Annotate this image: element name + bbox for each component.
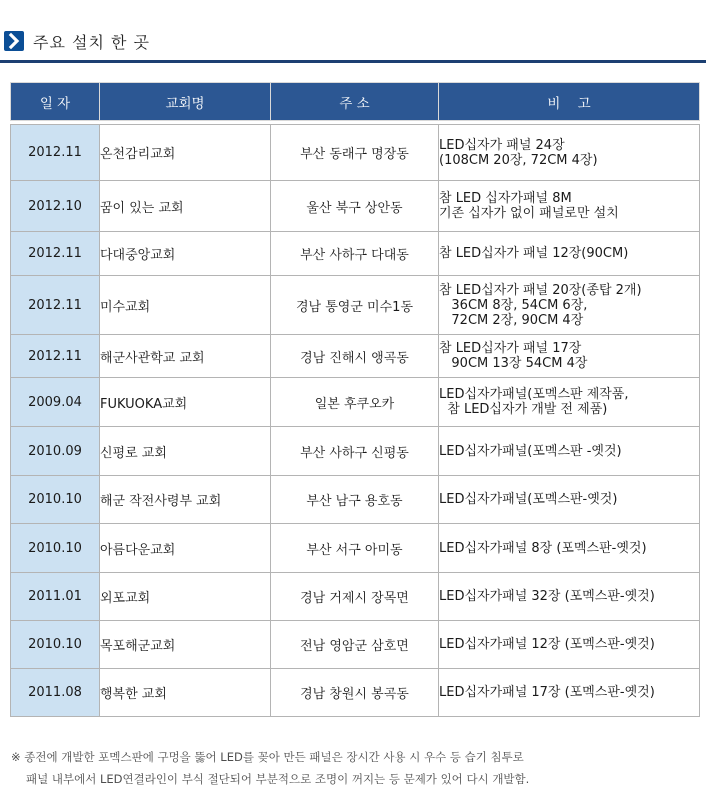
- cell-note: [439, 524, 700, 573]
- footnote-line: 패널 내부에서 LED연결라인이 부식 절단되어 부분적으로 조명이 꺼지는 등 문제가 있어 다시 개발함.: [26, 772, 530, 786]
- footnote-line: ※ 종전에 개발한 포멕스판에 구멍을 뚫어 LED를 꽂아 만든 패널은 장시간 사용 시 우수 등 습기 침투로: [11, 750, 524, 764]
- cell-note: [439, 669, 700, 717]
- cell-address: 전남 영암군 삼호면: [271, 621, 439, 669]
- note-line: LED십자가패널 17장 (포멕스판-옛것): [439, 685, 655, 700]
- cell-address: 부산 사하구 신평동: [271, 427, 439, 476]
- cell-church-name: 꿈이 있는 교회: [100, 181, 271, 232]
- note-line: 36CM 8장, 54CM 6장,: [439, 297, 588, 313]
- note-line: 참 LED십자가 패널 17장: [439, 341, 582, 356]
- table-row: [11, 524, 700, 573]
- column-header-date: 일 자: [11, 83, 100, 121]
- cell-note: [439, 181, 700, 232]
- cell-church-name: 행복한 교회: [100, 669, 271, 717]
- note-line: LED십자가패널 8장 (포멕스판-옛것): [439, 540, 647, 556]
- note-line: 참 LED십자가 패널 20장(종탑 2개): [439, 282, 642, 298]
- header-rule: [0, 60, 706, 63]
- section-title: 주요 설치 한 곳: [33, 33, 150, 52]
- table-row: [11, 181, 700, 232]
- note-line: 72CM 2장, 90CM 4장: [439, 312, 584, 328]
- cell-date: 2012.11: [11, 125, 100, 181]
- cell-church-name: 온천감리교회: [100, 125, 271, 181]
- column-header-note: 비 고: [439, 83, 700, 121]
- table-row: [11, 573, 700, 621]
- cell-address: 부산 남구 용호동: [271, 476, 439, 524]
- cell-church-name: 목포해군교회: [100, 621, 271, 669]
- note-line: 기존 십자가 없이 패널로만 설치: [439, 206, 619, 221]
- note-line: 참 LED십자가 패널 12장(90CM): [439, 246, 629, 261]
- cell-address: 경남 창원시 봉곡동: [271, 669, 439, 717]
- chevron-right-icon: [4, 31, 24, 51]
- note-line: LED십자가패널(포멕스판-옛것): [439, 492, 618, 507]
- table-row: [11, 669, 700, 717]
- cell-date: 2012.11: [11, 335, 100, 378]
- note-line: LED십자가패널 12장 (포멕스판-옛것): [439, 637, 655, 652]
- cell-date: 2010.10: [11, 476, 100, 524]
- cell-date: 2010.09: [11, 427, 100, 476]
- cell-address: 경남 거제시 장목면: [271, 573, 439, 621]
- cell-date: 2011.08: [11, 669, 100, 717]
- table-row: [11, 476, 700, 524]
- note-line: 90CM 13장 54CM 4장: [439, 356, 588, 371]
- table-row: [11, 621, 700, 669]
- cell-date: 2009.04: [11, 378, 100, 427]
- cell-church-name: 미수교회: [100, 276, 271, 335]
- cell-date: 2012.10: [11, 181, 100, 232]
- table-header-row: [11, 83, 700, 121]
- note-line: LED십자가패널(포멕스판 제작품,: [439, 387, 629, 402]
- cell-church-name: 해군사관학교 교회: [100, 335, 271, 378]
- table-row: [11, 276, 700, 335]
- table-row: [11, 378, 700, 427]
- cell-church-name: 신평로 교회: [100, 427, 271, 476]
- note-line: LED십자가패널(포멕스판 -옛것): [439, 443, 622, 459]
- cell-note: [439, 427, 700, 476]
- cell-address: 경남 진해시 앵곡동: [271, 335, 439, 378]
- footnote: [11, 746, 701, 790]
- table-row: [11, 125, 700, 181]
- cell-note: [439, 573, 700, 621]
- cell-church-name: FUKUOKA교회: [100, 378, 271, 427]
- cell-date: 2012.11: [11, 276, 100, 335]
- cell-church-name: 다대중앙교회: [100, 232, 271, 276]
- table-row: [11, 232, 700, 276]
- cell-note: [439, 335, 700, 378]
- cell-address: 부산 동래구 명장동: [271, 125, 439, 181]
- cell-address: 부산 서구 아미동: [271, 524, 439, 573]
- cell-church-name: 아름다운교회: [100, 524, 271, 573]
- cell-date: 2010.10: [11, 524, 100, 573]
- table-row: [11, 335, 700, 378]
- cell-note: [439, 621, 700, 669]
- note-line: 참 LED십자가 개발 전 제품): [439, 402, 608, 417]
- cell-note: [439, 378, 700, 427]
- note-line: (108CM 20장, 72CM 4장): [439, 152, 598, 168]
- column-header-church: 교회명: [100, 83, 271, 121]
- cell-note: [439, 125, 700, 181]
- section-header: [0, 27, 706, 57]
- cell-note: [439, 232, 700, 276]
- cell-date: 2010.10: [11, 621, 100, 669]
- cell-church-name: 외포교회: [100, 573, 271, 621]
- cell-address: 부산 사하구 다대동: [271, 232, 439, 276]
- note-line: LED십자가 패널 24장: [439, 137, 565, 153]
- cell-church-name: 해군 작전사령부 교회: [100, 476, 271, 524]
- cell-address: 경남 통영군 미수1동: [271, 276, 439, 335]
- cell-date: 2012.11: [11, 232, 100, 276]
- installation-table: [10, 82, 700, 717]
- note-line: 참 LED 십자가패널 8M: [439, 191, 572, 206]
- cell-address: 일본 후쿠오카: [271, 378, 439, 427]
- cell-note: [439, 276, 700, 335]
- cell-address: 울산 북구 상안동: [271, 181, 439, 232]
- column-header-address: 주 소: [271, 83, 439, 121]
- table-row: [11, 427, 700, 476]
- cell-note: [439, 476, 700, 524]
- cell-date: 2011.01: [11, 573, 100, 621]
- note-line: LED십자가패널 32장 (포멕스판-옛것): [439, 589, 655, 604]
